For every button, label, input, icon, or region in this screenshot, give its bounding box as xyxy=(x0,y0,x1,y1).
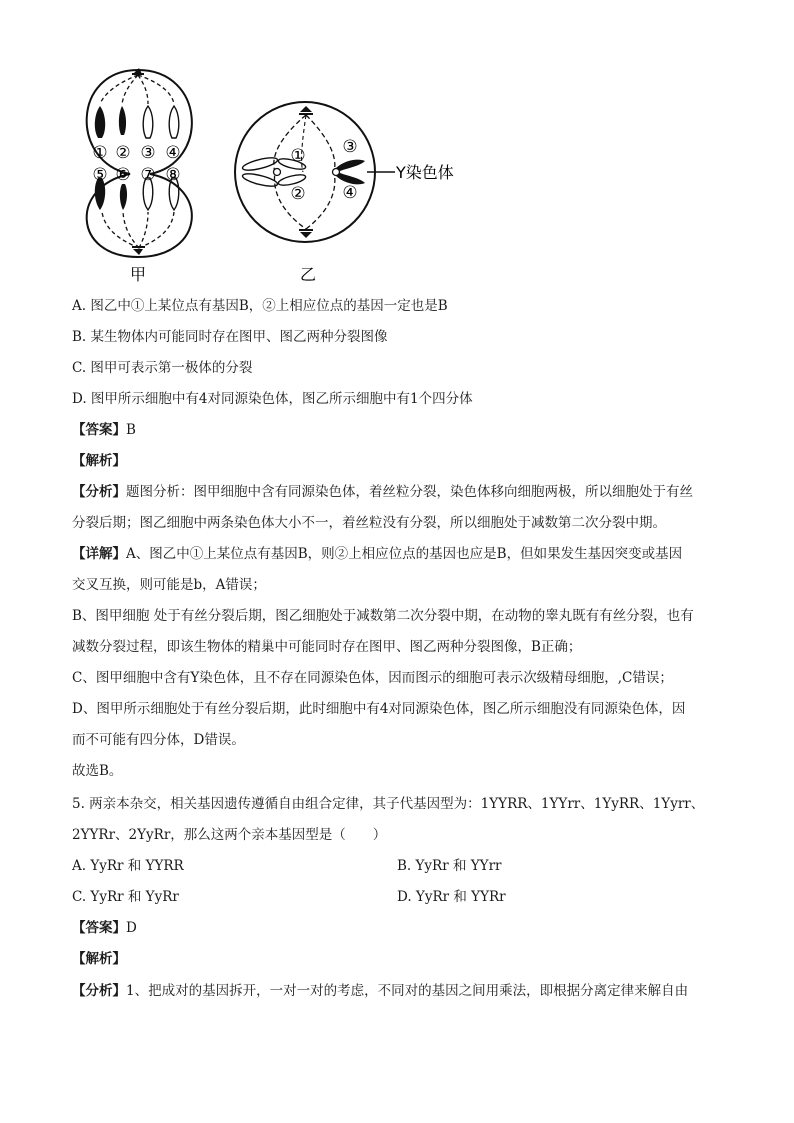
q5-answer xyxy=(72,918,137,938)
mark-7: ⑦ xyxy=(140,165,156,185)
q5-option-d: D. YyRr 和 YYRr xyxy=(397,889,506,905)
mark-b-4: ④ xyxy=(342,183,358,203)
cell-division-figure xyxy=(60,62,480,287)
q5-fenxi-line-1 xyxy=(72,981,688,1001)
q4-xiangjie-line-3: B、图甲细胞 处于有丝分裂后期，图乙细胞处于减数第二次分裂中期，在动物的睾丸既有有丝分裂，也有 xyxy=(72,608,694,624)
q4-xiangjie-line-1 xyxy=(72,544,682,564)
q4-option-c: C. 图甲可表示第一极体的分裂 xyxy=(72,360,253,376)
q4-fenxi-line-1 xyxy=(72,482,693,502)
cell-yi-label: 乙 xyxy=(299,265,317,284)
q4-xiangjie-line-7: 而不可能有四分体，D错误。 xyxy=(72,732,245,748)
mark-5: ⑤ xyxy=(92,165,108,185)
mark-b-1: ① xyxy=(290,146,306,166)
mark-1: ① xyxy=(92,143,108,163)
q4-fenxi-line-2: 分裂后期；图乙细胞中两条染色体大小不一，着丝粒没有分裂，所以细胞处于减数第二次分裂中期。 xyxy=(72,515,666,531)
q4-analysis-tag: 【解析】 xyxy=(72,453,126,469)
y-chromosome-label: Y染色体 xyxy=(396,163,454,182)
cell-jia-label: 甲 xyxy=(129,265,147,284)
fenxi-text-1: 题图分析：图甲细胞中含有同源染色体，着丝粒分裂，染色体移向细胞两极，所以细胞处于有丝 xyxy=(126,484,693,500)
q4-conclusion: 故选B。 xyxy=(72,763,123,779)
q4-xiangjie-line-6: D、图甲所示细胞处于有丝分裂后期，此时细胞中有4对同源染色体，图乙所示细胞没有同源染色体，因 xyxy=(72,701,686,717)
xiangjie-tag: 【详解】 xyxy=(72,546,126,562)
mark-4: ④ xyxy=(165,143,181,163)
mark-8: ⑧ xyxy=(165,165,181,185)
figure-svg xyxy=(60,62,480,287)
cell-yi xyxy=(235,102,395,242)
q5-option-c: C. YyRr 和 YyRr xyxy=(72,889,179,905)
fenxi-tag: 【分析】 xyxy=(72,484,126,500)
q5-fenxi-text-1: 1、把成对的基因拆开，一对一对的考虑，不同对的基因之间用乘法，即根据分离定律来解自由 xyxy=(126,983,689,999)
q5-option-b: B. YyRr 和 YYrr xyxy=(397,858,502,874)
q5-stem-line-2: 2YYRr、2YyRr，那么这两个亲本基因型是（ ） xyxy=(72,827,387,843)
q4-option-d: D. 图甲所示细胞中有4对同源染色体，图乙所示细胞中有1个四分体 xyxy=(72,391,473,407)
answer-value: B xyxy=(126,422,136,438)
q5-analysis-tag: 【解析】 xyxy=(72,951,126,967)
q4-option-a: A. 图乙中①上某位点有基因B，②上相应位点的基因一定也是B xyxy=(72,298,448,314)
q5-fenxi-tag: 【分析】 xyxy=(72,983,126,999)
q5-answer-value: D xyxy=(126,920,137,936)
xiangjie-text-1: A、图乙中①上某位点有基因B，则②上相应位点的基因也应是B，但如果发生基因突变或基因 xyxy=(126,546,683,562)
q4-option-b: B. 某生物体内可能同时存在图甲、图乙两种分裂图像 xyxy=(72,329,388,345)
mark-b-2: ② xyxy=(290,184,306,204)
mark-6: ⑥ xyxy=(115,165,131,185)
mark-2: ② xyxy=(115,143,131,163)
q4-xiangjie-line-2: 交叉互换，则可能是b，A错误； xyxy=(72,577,266,593)
q5-stem-line-1: 5. 两亲本杂交，相关基因遗传遵循自由组合定律，其子代基因型为：1YYRR、1YYrr、1YyRR、1Yyrr、 xyxy=(72,796,705,812)
q5-option-a: A. YyRr 和 YYRR xyxy=(72,858,184,874)
cell-jia xyxy=(87,68,192,257)
answer-tag: 【答案】 xyxy=(72,422,126,438)
q5-answer-tag: 【答案】 xyxy=(72,920,126,936)
q4-answer xyxy=(72,420,136,440)
q4-xiangjie-line-5: C、图甲细胞中含有Y染色体，且不存在同源染色体，因而图示的细胞可表示次级精母细胞，,C错误； xyxy=(72,670,673,686)
q4-xiangjie-line-4: 减数分裂过程，即该生物体的精巢中可能同时存在图甲、图乙两种分裂图像，B正确； xyxy=(72,639,582,655)
mark-3: ③ xyxy=(140,143,156,163)
mark-b-3: ③ xyxy=(342,137,358,157)
